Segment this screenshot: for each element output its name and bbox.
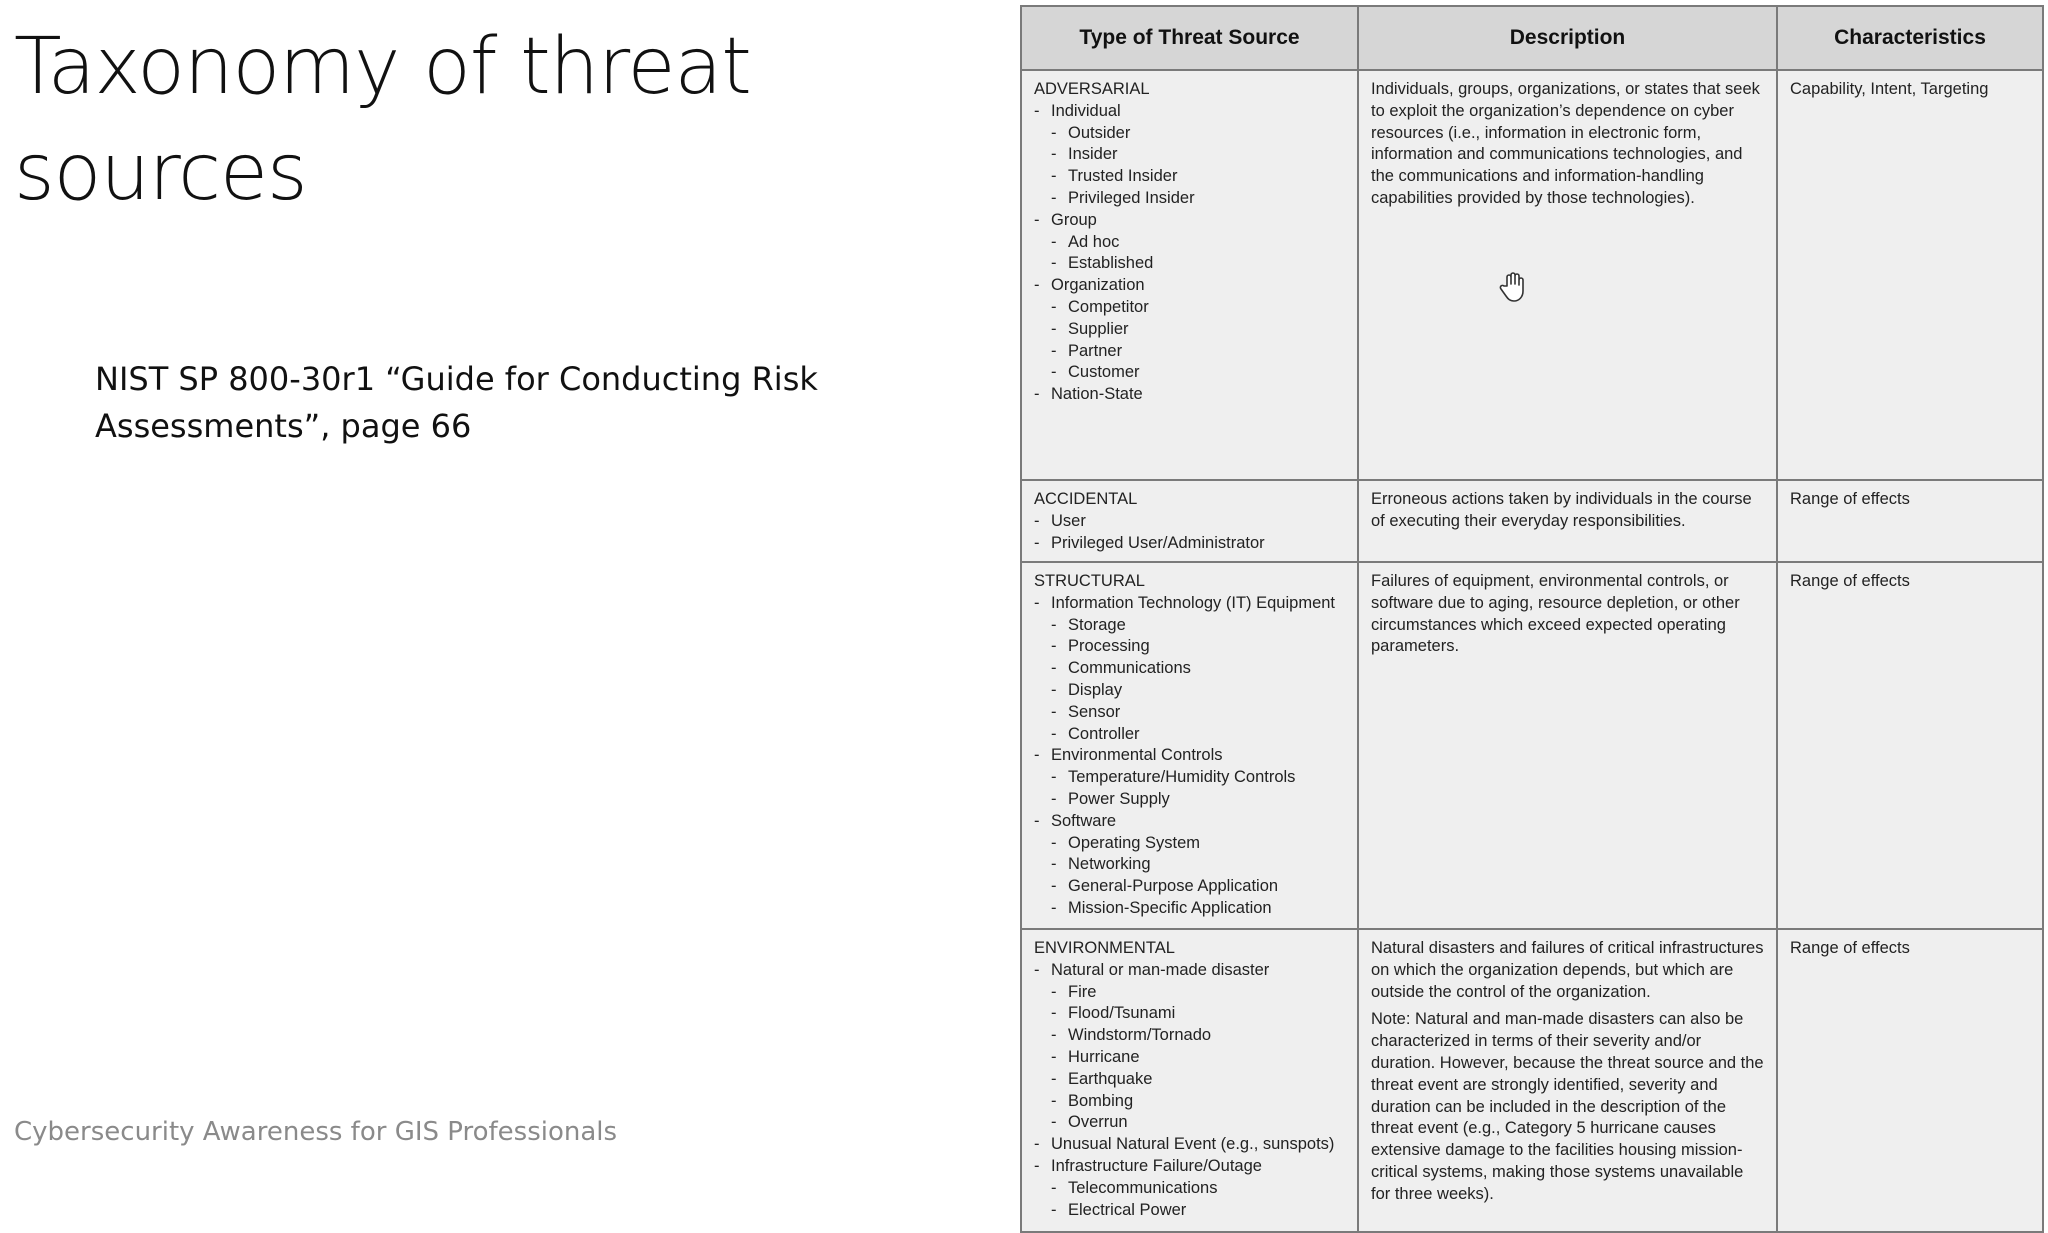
header-characteristics: Characteristics [1777,6,2043,70]
description-text: Failures of equipment, environmental controls, or software due to aging, resource depletion, or other circumstances which exceed expected operating parameters. [1371,572,1740,656]
header-description: Description [1358,6,1777,70]
threat-subitem: - Fire [1051,982,1097,1001]
threat-subcategory: - Organization [1034,276,1145,295]
threat-subcategory: - Privileged User/Administrator [1034,533,1265,552]
threat-category: STRUCTURAL [1034,572,1145,590]
threat-type-cell [1021,562,1358,929]
table-row [1021,70,2043,480]
threat-subitem: - Earthquake [1051,1069,1153,1088]
description-cell [1358,929,1777,1232]
threat-subcategory: - Information Technology (IT) Equipment [1034,593,1336,612]
table-header-row [1021,6,2043,70]
threat-subitem: - Temperature/Humidity Controls [1051,768,1296,787]
hand-cursor-icon [1498,272,1528,304]
characteristics-cell: Range of effects [1777,562,2043,929]
description-cell [1358,480,1777,562]
threat-subitem: - Display [1051,680,1123,699]
description-cell [1358,70,1777,480]
threat-subitem: - Communications [1051,659,1191,678]
threat-subitem: - Storage [1051,615,1126,634]
threat-subcategory: - Environmental Controls [1034,746,1223,765]
threat-subcategory: - User [1034,511,1086,530]
description-text: Note: Natural and man-made disasters can also be characterized in terms of their severity and/or duration. However, because the threat source and the threat event are strongly identified, severity and duration can be included in the description of the threat event (e.g., Category 5 hurricane causes extensive damage to the facilities housing mission-critical systems, making those systems unavailable for three weeks). [1371,1010,1764,1203]
slide-title: Taxonomy of threat sources [14,22,751,218]
threat-subitem: - Telecommunications [1051,1178,1218,1197]
threat-source-table-image [1020,5,2042,1219]
threat-subitem: - Electrical Power [1051,1200,1187,1219]
threat-subitem: - Operating System [1051,833,1201,852]
threat-subcategory: - Natural or man-made disaster [1034,960,1270,979]
threat-subcategory: - Individual [1034,101,1121,120]
threat-subitem: - Customer [1051,363,1140,382]
description-text: Erroneous actions taken by individuals in the course of executing their everyday responsibilities. [1371,490,1752,530]
threat-subitem: - Outsider [1051,123,1131,142]
description-text: Natural disasters and failures of critical infrastructures on which the organization depends, but which are outside the control of the organization. [1371,939,1764,1001]
characteristics-cell: Capability, Intent, Targeting [1777,70,2043,480]
description-cell [1358,562,1777,929]
characteristics-cell: Range of effects [1777,480,2043,562]
characteristics-cell: Range of effects [1777,929,2043,1232]
slide-footer: Cybersecurity Awareness for GIS Professionals [14,1117,618,1147]
threat-category: ADVERSARIAL [1034,80,1150,98]
threat-subitem: - Partner [1051,341,1123,360]
threat-subitem: - Hurricane [1051,1047,1140,1066]
threat-subitem: - Networking [1051,855,1151,874]
header-type: Type of Threat Source [1021,6,1358,70]
threat-subitem: - Sensor [1051,702,1121,721]
source-citation: NIST SP 800-30r1 “Guide for Conducting Risk Assessments”, page 66 [95,360,818,445]
table-body [1021,70,2043,1232]
threat-category: ACCIDENTAL [1034,490,1138,508]
threat-subitem: - Bombing [1051,1091,1134,1110]
table-row [1021,929,2043,1232]
table-row [1021,480,2043,562]
threat-subitem: - Flood/Tsunami [1051,1004,1176,1023]
threat-subitem: - General-Purpose Application [1051,877,1279,896]
threat-subitem: - Power Supply [1051,789,1170,808]
threat-subitem: - Overrun [1051,1113,1128,1132]
threat-subitem: - Ad hoc [1051,232,1120,251]
threat-source-table [1020,5,2044,1233]
threat-subitem: - Mission-Specific Application [1051,898,1272,917]
threat-subitem: - Controller [1051,724,1140,743]
threat-type-cell [1021,480,1358,562]
threat-subcategory: - Group [1034,210,1097,229]
threat-subcategory: - Infrastructure Failure/Outage [1034,1156,1262,1175]
threat-subitem: - Supplier [1051,319,1129,338]
threat-subitem: - Competitor [1051,297,1149,316]
threat-subitem: - Established [1051,254,1154,273]
threat-category: ENVIRONMENTAL [1034,939,1175,957]
threat-subitem: - Trusted Insider [1051,167,1178,186]
table-row [1021,562,2043,929]
description-text: Individuals, groups, organizations, or states that seek to exploit the organization’s dependence on cyber resources (i.e., information in electronic form, information and communications technologies, and the communications and information-handling capabilities provided by those technologies). [1371,80,1760,207]
threat-type-cell [1021,929,1358,1232]
threat-subcategory: - Nation-State [1034,385,1143,404]
threat-type-cell [1021,70,1358,480]
threat-subitem: - Insider [1051,145,1118,164]
threat-subitem: - Privileged Insider [1051,188,1195,207]
threat-subcategory: - Unusual Natural Event (e.g., sunspots) [1034,1135,1335,1154]
threat-subcategory: - Software [1034,811,1117,830]
threat-subitem: - Processing [1051,637,1150,656]
threat-subitem: - Windstorm/Tornado [1051,1026,1212,1045]
